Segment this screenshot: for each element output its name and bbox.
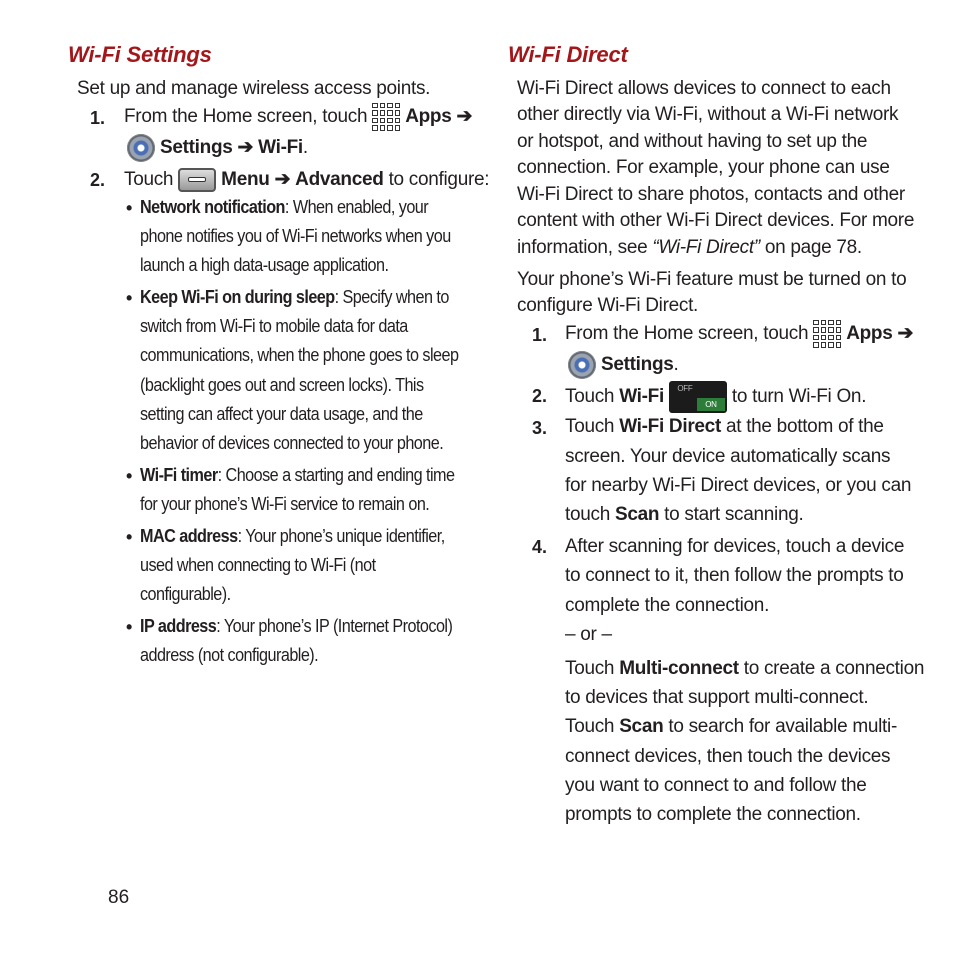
step-1-line-1: From the Home screen, touch Apps ➔ [565, 318, 913, 350]
page-number: 86 [108, 887, 130, 908]
step-number: 2. [90, 170, 106, 190]
bullet-line: IP address: Your phone’s IP (Internet Protocol) [140, 616, 453, 636]
step-number: 1. [90, 108, 106, 128]
step-1-line-2: Settings. [568, 349, 679, 381]
step-number: 2. [532, 386, 548, 406]
bullet-line: switch from Wi-Fi to mobile data for data [140, 316, 408, 336]
para-line: connection. For example, your phone can use [517, 157, 890, 178]
step-number: 1. [532, 325, 548, 345]
settings-gear-icon [568, 351, 596, 379]
step-number: 4. [532, 537, 548, 557]
apps-grid-icon [813, 320, 841, 348]
step-number: 3. [532, 418, 548, 438]
step-line: to devices that support multi-connect. [565, 687, 869, 708]
step-line: Touch Scan to search for available multi- [565, 716, 897, 737]
bullet: • [126, 527, 133, 547]
cross-reference-link[interactable]: “Wi-Fi Direct” [652, 237, 760, 258]
bullet-line: phone notifies you of Wi-Fi networks when you [140, 226, 451, 246]
bullet-line: Network notification: When enabled, your [140, 197, 429, 217]
para-line: Your phone’s Wi-Fi feature must be turned on to [517, 269, 907, 290]
arrow-icon: ➔ [897, 323, 914, 344]
para-line: Wi-Fi Direct allows devices to connect to each [517, 78, 891, 99]
section-title-wifi-direct: Wi-Fi Direct [508, 42, 628, 67]
bullet-line: MAC address: Your phone’s unique identifier, [140, 526, 445, 546]
step-line: complete the connection. [565, 595, 770, 616]
step-line: screen. Your device automatically scans [565, 446, 891, 467]
bullet-line: address (not configurable). [140, 645, 319, 665]
step-1-line-2: Settings ➔ Wi-Fi. [127, 132, 308, 164]
bullet: • [126, 198, 133, 218]
arrow-icon: ➔ [237, 137, 254, 158]
bullet: • [126, 617, 133, 637]
bullet-line: launch a high data-usage application. [140, 255, 389, 275]
bullet-line: Wi-Fi timer: Choose a starting and ending time [140, 465, 455, 485]
intro-text: Set up and manage wireless access points. [77, 78, 431, 99]
wifi-toggle-icon: OFF ON [669, 381, 727, 413]
or-separator: – or – [565, 624, 612, 645]
arrow-icon: ➔ [456, 106, 473, 127]
bullet-line: Keep Wi-Fi on during sleep: Specify when to [140, 287, 449, 307]
para-line: information, see “Wi-Fi Direct” on page 78. [517, 237, 862, 258]
step-line: connect devices, then touch the devices [565, 746, 891, 767]
step-1-line-1: From the Home screen, touch Apps ➔ [124, 101, 472, 133]
para-line: content with other Wi-Fi Direct devices. For more [517, 210, 915, 231]
arrow-icon: ➔ [274, 169, 291, 190]
step-line: for nearby Wi-Fi Direct devices, or you can [565, 475, 912, 496]
settings-gear-icon [127, 134, 155, 162]
step-line: to connect to it, then follow the prompts to [565, 565, 904, 586]
step-line: prompts to complete the connection. [565, 804, 861, 825]
bullet-line: (backlight goes out and screen locks). This [140, 375, 424, 395]
bullet-line: for your phone’s Wi-Fi service to remain on. [140, 494, 430, 514]
bullet-line: configurable). [140, 584, 231, 604]
para-line: other directly via Wi-Fi, without a Wi-Fi network [517, 104, 899, 125]
step-line: touch Scan to start scanning. [565, 504, 804, 525]
step-2-line: Touch Menu ➔ Advanced to configure: [124, 169, 490, 190]
para-line: Wi-Fi Direct to share photos, contacts and other [517, 184, 905, 205]
step-line: After scanning for devices, touch a device [565, 536, 905, 557]
para-line: or hotspot, and without having to set up the [517, 131, 868, 152]
step-line: Touch Wi-Fi Direct at the bottom of the [565, 416, 884, 437]
step-line: Touch Multi-connect to create a connection [565, 658, 925, 679]
bullet-line: setting can affect your data usage, and the [140, 404, 423, 424]
bullet: • [126, 466, 133, 486]
step-line: you want to connect to and follow the [565, 775, 867, 796]
bullet-line: used when connecting to Wi-Fi (not [140, 555, 376, 575]
bullet: • [126, 288, 133, 308]
menu-key-icon [178, 168, 216, 192]
bullet-line: behavior of devices connected to your phone. [140, 433, 444, 453]
step-2-line: Touch Wi-Fi OFF ON to turn Wi-Fi On. [565, 380, 866, 414]
section-title-wifi-settings: Wi-Fi Settings [68, 42, 212, 67]
bullet-line: communications, when the phone goes to sleep [140, 345, 459, 365]
apps-grid-icon [372, 103, 400, 131]
para-line: configure Wi-Fi Direct. [517, 295, 699, 316]
